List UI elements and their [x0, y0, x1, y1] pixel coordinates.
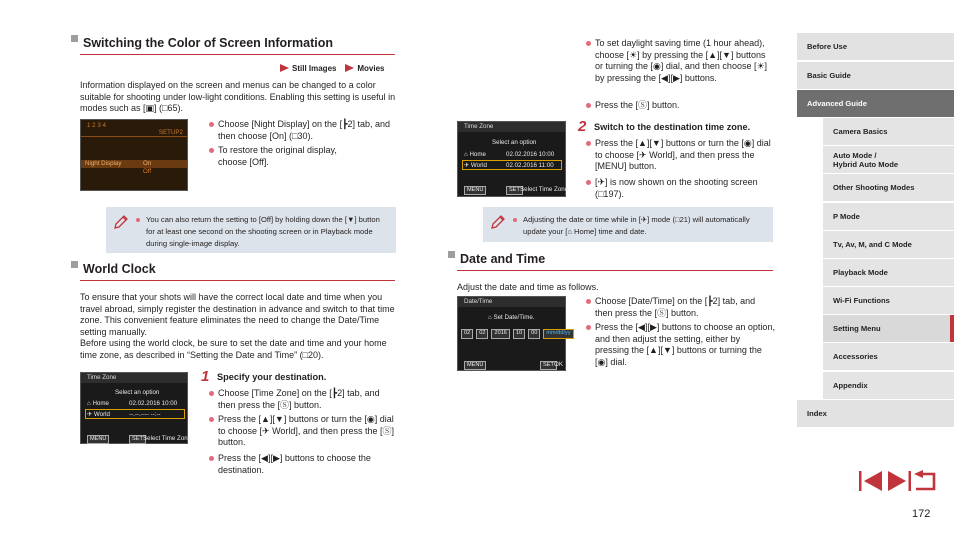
intro-paragraph: Information displayed on the screen and menus can be changed to a color suitable for shooting under low-light conditions. Enabling this setting is useful in modes such as [▣] (□65). — [80, 80, 396, 114]
mode-indicators — [280, 64, 384, 75]
bullet-choose-night-display: Choose [Night Display] on the [┣2] tab, and then choose [On] (□30). — [208, 119, 398, 142]
screen-prompt: ⌂ Set Date/Time. — [488, 314, 535, 321]
field-year: 2016 — [491, 329, 509, 339]
world-clock-paragraph: To ensure that your shots will have the correct local date and time when you travel abroad, simply register the destination in advance and switch to that time zone. This convenient feature eliminates the need to change the Date/Time setting manually. Before using the world clock, be sure to set the date and time and your home time zone, as described in “Setting the Date and Time” (□20). — [80, 292, 395, 360]
step-title: Specify your destination. — [217, 372, 327, 382]
step-1 — [201, 368, 327, 385]
field-month: 02 — [461, 329, 473, 339]
step-number: 1 — [201, 368, 210, 385]
note-text: Adjusting the date or time while in [✈] mode (□21) will automatically update your [⌂ Home] time and date. — [523, 215, 750, 236]
screen-world-row: ✈ World — [87, 411, 110, 418]
sidebar-item-label: Accessories — [833, 352, 878, 361]
set-action-label: Select Time Zone — [520, 186, 569, 193]
screen-option-on: On — [143, 160, 152, 167]
sidebar-item-label: Appendix — [833, 381, 868, 390]
tab-numbers: 1 2 3 4 — [87, 122, 106, 129]
sidebar-item-camera-basics[interactable] — [823, 118, 954, 145]
heading-marker — [71, 261, 78, 268]
screen-tab-label: SETUP2 — [158, 129, 183, 136]
menu-button-label: MENU — [464, 186, 486, 195]
set-button-label: SET — [540, 361, 557, 370]
note-bullet — [513, 218, 517, 222]
bullet-press-set: Press the [Ⓢ] button. — [585, 100, 775, 112]
sidebar-item-label: Wi-Fi Functions — [833, 296, 890, 305]
sidebar-item-playback-mode[interactable] — [823, 259, 954, 286]
bullet-choose-world-menu: Press the [▲][▼] buttons or turn the [◉] dial to choose [✈ World], and then press the [MENU] button. — [585, 138, 775, 173]
bullet-choose-destination: Press the [◀][▶] buttons to choose the destination. — [208, 453, 398, 476]
screen-world-row: ✈ World — [464, 162, 487, 169]
field-minute: 00 — [528, 329, 540, 339]
sidebar-item-tv-av-m-and-c-mode[interactable] — [823, 231, 954, 258]
camera-screen-time-zone-world — [457, 121, 569, 197]
screen-world-value: 02.02.2016 11:00 — [506, 162, 554, 169]
screen-home-row: ⌂ Home — [87, 400, 109, 407]
sidebar-item-label: Tv, Av, M, and C Mode — [833, 240, 912, 249]
step-number: 2 — [578, 118, 587, 135]
bullet-daylight-saving: To set daylight saving time (1 hour ahead), choose [☀] by pressing the [▲][▼] buttons or turning the [◉] dial, and then choose [☀] by pressing the [◀][▶] buttons. — [585, 38, 775, 84]
date-time-paragraph: Adjust the date and time as follows. — [457, 282, 599, 292]
sidebar-item-label: P Mode — [833, 212, 860, 221]
sidebar-item-label: Basic Guide — [807, 71, 851, 80]
sidebar-item-advanced-guide[interactable] — [797, 90, 954, 117]
field-day: 02 — [476, 329, 488, 339]
heading-marker — [71, 35, 78, 42]
screen-home-row: ⌂ Home — [464, 151, 486, 158]
bullet-adjust-setting: Press the [◀][▶] buttons to choose an option, and then adjust the setting, either by pressing the [▲][▼] buttons or turning the [◉] dial. — [585, 322, 775, 368]
prompt-text: Set Date/Time. — [493, 314, 535, 321]
bullet-choose-date-time: Choose [Date/Time] on the [┣2] tab, and then press the [Ⓢ] button. — [585, 296, 775, 319]
menu-button-label: MENU — [87, 435, 109, 444]
sidebar-item-label: Camera Basics — [833, 127, 888, 136]
sidebar-item-auto-mode-hybrid-auto-mode[interactable] — [823, 146, 954, 173]
heading-marker — [448, 251, 455, 258]
sidebar-item-label: Before Use — [807, 42, 848, 51]
field-hour: 10 — [513, 329, 525, 339]
screen-tabs — [87, 122, 106, 130]
bullet-restore-display: To restore the original display, choose [Off]. — [208, 145, 368, 168]
mode-movies: Movies — [357, 64, 385, 73]
screen-title: Date/Time — [458, 297, 565, 307]
home-label: Home — [469, 151, 486, 158]
pencil-icon — [112, 213, 130, 231]
prev-page-icon[interactable] — [858, 470, 884, 492]
section-title: World Clock — [83, 262, 156, 276]
triangle-icon — [345, 64, 354, 72]
section-title: Switching the Color of Screen Information — [83, 36, 334, 50]
mode-still-images: Still Images — [292, 64, 337, 73]
sidebar-item-label: Playback Mode — [833, 268, 888, 277]
section-heading-screen-color — [80, 36, 395, 55]
sidebar-item-other-shooting-modes[interactable] — [823, 174, 954, 201]
camera-screen-night-display — [80, 119, 188, 191]
camera-screen-time-zone-select — [80, 372, 192, 444]
sidebar-item-label: Other Shooting Modes — [833, 183, 915, 192]
screen-title: Time Zone — [81, 373, 187, 383]
screen-home-value: 02.02.2016 10:00 — [506, 151, 555, 158]
ok-label: OK — [554, 361, 563, 368]
screen-option-off: Off — [143, 168, 152, 175]
page-number: 172 — [912, 508, 931, 520]
bullet-choose-time-zone: Choose [Time Zone] on the [┣2] tab, and then press the [Ⓢ] button. — [208, 388, 398, 411]
sidebar-item-wi-fi-functions[interactable] — [823, 287, 954, 314]
triangle-icon — [280, 64, 289, 72]
world-label: World — [93, 411, 110, 418]
bullet-choose-world: Press the [▲][▼] buttons or turn the [◉] dial to choose [✈ World], and then press the [Ⓢ] button. — [208, 414, 398, 449]
set-action-label: Select Time Zone — [143, 435, 192, 442]
section-title: Date and Time — [460, 252, 546, 266]
sidebar-item-appendix[interactable] — [823, 372, 954, 399]
field-format: mm/dd/yy — [543, 329, 573, 339]
screen-item-label: Night Display — [85, 160, 122, 167]
world-label: World — [470, 162, 487, 169]
sidebar-item-p-mode[interactable] — [823, 203, 954, 230]
return-icon[interactable] — [912, 470, 938, 492]
sidebar-item-setting-menu[interactable] — [823, 315, 954, 342]
sidebar-item-index[interactable] — [797, 400, 954, 427]
set-button-label: SET — [506, 186, 523, 195]
screen-world-value: --.--.---- --:-- — [129, 411, 161, 418]
home-label: Home — [92, 400, 109, 407]
section-heading-world-clock — [80, 262, 395, 281]
sidebar-item-label: Index — [807, 409, 827, 418]
sidebar-item-label: Auto Mode / Hybrid Auto Mode — [833, 150, 899, 169]
screen-divider — [81, 136, 187, 137]
bullet-world-shown: [✈] is now shown on the shooting screen (□197). — [585, 177, 775, 200]
note-box — [106, 207, 396, 253]
screen-title: Time Zone — [458, 122, 565, 132]
next-page-icon[interactable] — [886, 470, 912, 492]
screen-prompt: Select an option — [492, 139, 537, 146]
section-heading-date-time — [457, 252, 773, 271]
sidebar-item-label: Setting Menu — [833, 324, 881, 333]
menu-button-label: MENU — [464, 361, 486, 370]
step-2 — [578, 118, 751, 135]
note-bullet — [136, 218, 140, 222]
date-fields-row — [461, 329, 574, 339]
set-button-label: SET — [129, 435, 146, 444]
step-title: Switch to the destination time zone. — [594, 122, 751, 132]
sidebar-item-accessories[interactable] — [823, 343, 954, 370]
screen-prompt: Select an option — [115, 389, 160, 396]
note-text: You can also return the setting to [Off] by holding down the [▼] button for at least one second on the shooting screen or in Playback mode during single-image display. — [146, 215, 380, 248]
sidebar-item-label: Advanced Guide — [807, 99, 867, 108]
pencil-icon — [489, 213, 507, 231]
sidebar-item-basic-guide[interactable] — [797, 62, 954, 89]
sidebar-item-before-use[interactable] — [797, 33, 954, 60]
camera-screen-date-time — [457, 296, 571, 371]
note-box — [483, 207, 773, 242]
screen-home-value: 02.02.2016 10:00 — [129, 400, 178, 407]
